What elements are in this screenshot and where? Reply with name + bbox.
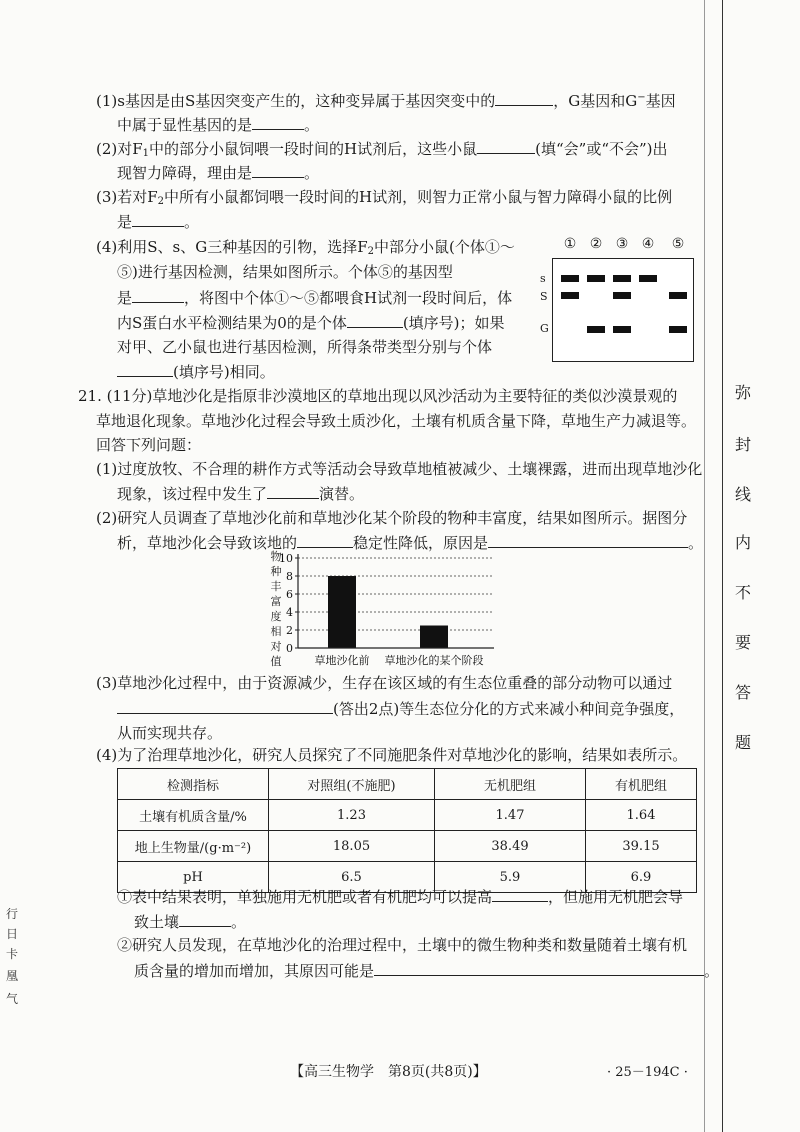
- left-edge-char: 行: [6, 907, 19, 921]
- answer-blank[interactable]: [132, 286, 184, 303]
- table-header-row: [118, 769, 697, 800]
- q20-part3-line1: (3)若对$F_2$中所有小鼠都饲喂一段时间的H试剂，则智力正常小鼠与智力障碍小鼠的比例: [96, 188, 673, 207]
- gel-band: [587, 326, 605, 333]
- y-axis-label-char: 度: [270, 610, 282, 623]
- y-axis-label-char: 种: [270, 565, 282, 578]
- q21-part2-line1: (2)研究人员调查了草地沙化前和草地沙化某个阶段的物种丰富度，结果如图所示。据图分: [96, 509, 688, 527]
- left-edge-char: 凰: [6, 969, 19, 983]
- q21-part3-line1: (3)草地沙化过程中，由于资源减少，生存在该区域的有生态位重叠的部分动物可以通过: [96, 674, 673, 692]
- page-footer: 【高三生物学 第8页(共8页)】: [290, 1064, 487, 1080]
- y-tick-label: 6: [286, 588, 293, 601]
- answer-blank[interactable]: [488, 531, 688, 548]
- left-edge-char: 气: [6, 992, 19, 1006]
- answer-blank[interactable]: [252, 161, 304, 178]
- seal-line-char: 线: [734, 485, 751, 504]
- gel-lane-label: ②: [589, 236, 603, 252]
- answer-blank[interactable]: [117, 697, 333, 714]
- q20-part4-line5: 对甲、乙小鼠也进行基因检测，所得条带类型分别与个体: [117, 338, 493, 356]
- seal-line-char: 答: [734, 683, 751, 702]
- q21-sub1-line2: 致土壤 。: [134, 910, 246, 933]
- q20-part4-line6: (填序号)相同。: [117, 360, 275, 383]
- q21-sub2-line2: 质含量的增加而增加，其原因可能是 。: [134, 959, 719, 982]
- q21-sub2-line1: ②研究人员发现，在草地沙化的治理过程中，土壤中的微生物种类和数量随着土壤有机: [117, 936, 688, 954]
- q20-part3-line2: 是 。: [117, 210, 199, 233]
- answer-blank[interactable]: [492, 885, 548, 902]
- gel-band: [613, 275, 631, 282]
- gel-band: [587, 275, 605, 282]
- answer-blank[interactable]: [252, 113, 304, 130]
- q20-part1-line1: (1)s基因是由S基因突变产生的，这种变异属于基因突变中的 ，G基因和G−基因: [96, 87, 676, 112]
- q21-part1-line2: 现象，该过程中发生了 演替。: [117, 482, 364, 505]
- y-tick-label: 2: [286, 624, 293, 637]
- q21-heading-line3: 回答下列问题：: [96, 436, 202, 454]
- bar: [328, 576, 356, 648]
- gel-lane-label: ①: [563, 236, 577, 252]
- table-cell: 6.5: [269, 862, 435, 893]
- q20-part2-line1: (2)对$F_1$中的部分小鼠饲喂一段时间的H试剂后，这些小鼠 (填“会”或“不会”)出: [96, 137, 668, 165]
- gel-row-label: s: [540, 272, 546, 285]
- y-axis-label-char: 相: [270, 625, 282, 638]
- answer-blank[interactable]: [347, 311, 403, 328]
- table-header-cell: 有机肥组: [586, 769, 697, 800]
- category-label: 草地沙化前: [314, 654, 370, 667]
- y-tick-label: 8: [286, 570, 293, 583]
- y-axis-label-char: 物: [270, 550, 282, 563]
- q21-part1-line1: (1)过度放牧、不合理的耕作方式等活动会导致草地植被减少、土壤裸露，进而出现草地沙化: [96, 460, 703, 478]
- table-header-cell: 对照组(不施肥): [269, 769, 435, 800]
- table-cell: 39.15: [586, 831, 697, 862]
- gel-band: [613, 326, 631, 333]
- gel-lane-label: ⑤: [671, 236, 685, 252]
- y-tick-label: 0: [286, 642, 293, 655]
- seal-line-char: 不: [734, 583, 751, 602]
- table-cell: 38.49: [435, 831, 586, 862]
- q20-part4-line4: 内S蛋白水平检测结果为0的是个体 (填序号)；如果: [117, 311, 505, 334]
- y-axis-label-char: 对: [270, 640, 282, 653]
- y-tick-label: 4: [286, 606, 293, 619]
- answer-blank[interactable]: [374, 959, 704, 976]
- q21-part4-line1: (4)为了治理草地沙化，研究人员探究了不同施肥条件对草地沙化的影响，结果如表所示。: [96, 746, 688, 764]
- seal-line-char: 题: [734, 733, 751, 752]
- y-axis-label-char: 丰: [270, 580, 282, 593]
- table-cell: 1.23: [269, 800, 435, 831]
- gel-row-label: S: [540, 290, 548, 303]
- answer-blank[interactable]: [297, 531, 353, 548]
- left-edge-char: 卡: [6, 947, 19, 961]
- q21-part3-line2: (答出2点)等生态位分化的方式来减小种间竞争强度，: [117, 697, 684, 720]
- gel-band: [669, 292, 687, 299]
- seal-line-char: 内: [734, 533, 751, 552]
- answer-blank[interactable]: [132, 210, 184, 227]
- q20-part2-line2: 现智力障碍，理由是 。: [117, 161, 319, 184]
- exam-code: · 25－194C ·: [607, 1065, 688, 1080]
- table-cell: 土壤有机质含量/%: [118, 800, 269, 831]
- category-label: 草地沙化的某个阶段: [384, 654, 484, 667]
- y-tick-label: 10: [279, 552, 293, 565]
- y-axis-label-char: 富: [270, 595, 282, 608]
- answer-blank[interactable]: [267, 482, 319, 499]
- species-richness-bar-chart: [262, 550, 522, 674]
- gel-lane-label: ④: [641, 236, 655, 252]
- fertilizer-results-table: [117, 768, 697, 893]
- table-header-cell: 检测指标: [118, 769, 269, 800]
- bar: [420, 626, 448, 649]
- table-header-cell: 无机肥组: [435, 769, 586, 800]
- seal-line-char: 弥: [734, 383, 751, 402]
- table-cell: 18.05: [269, 831, 435, 862]
- q21-sub1-line1: ①表中结果表明，单独施用无机肥或者有机肥均可以提高 ，但施用无机肥会导: [117, 885, 683, 908]
- table-cell: 1.47: [435, 800, 586, 831]
- q20-part4-line3: 是 ，将图中个体①～⑤都喂食H试剂一段时间后，体: [117, 286, 512, 309]
- seal-line-char: 封: [734, 435, 751, 454]
- table-cell: 5.9: [435, 862, 586, 893]
- table-row: [118, 831, 697, 862]
- answer-blank[interactable]: [495, 89, 553, 106]
- table-cell: 地上生物量/(g·m⁻²): [118, 831, 269, 862]
- gel-band: [639, 275, 657, 282]
- table-cell: 6.9: [586, 862, 697, 893]
- seal-line-char: 要: [734, 633, 751, 652]
- q21-heading-line2: 草地退化现象。草地沙化过程会导致土质沙化，土壤有机质含量下降，草地生产力减退等。: [96, 412, 697, 430]
- q20-part1-line2: 中属于显性基因的是 。: [117, 113, 319, 136]
- q20-part4-line2: ⑤)进行基因检测，结果如图所示。个体⑤的基因型: [117, 263, 453, 281]
- gel-band: [669, 326, 687, 333]
- y-axis-label-char: 值: [270, 655, 282, 668]
- gel-band: [561, 292, 579, 299]
- left-edge-char: 日: [6, 927, 19, 941]
- binding-line-inner: [704, 0, 705, 1132]
- gel-row-label: G: [540, 322, 549, 335]
- table-cell: 1.64: [586, 800, 697, 831]
- gel-lane-label: ③: [615, 236, 629, 252]
- gel-band: [613, 292, 631, 299]
- table-row: [118, 800, 697, 831]
- q21-part3-line3: 从而实现共存。: [117, 724, 223, 742]
- q21-heading-line1: 21. (11分)草地沙化是指原非沙漠地区的草地出现以风沙活动为主要特征的类似沙漠景观的: [78, 387, 678, 405]
- answer-blank[interactable]: [117, 360, 173, 377]
- answer-blank[interactable]: [477, 137, 535, 154]
- binding-line: [722, 0, 723, 1132]
- answer-blank[interactable]: [179, 910, 231, 927]
- gel-band: [561, 275, 579, 282]
- q20-part4-line1: (4)利用S、s、G三种基因的引物，选择$F_2$中部分小鼠(个体①～: [96, 238, 515, 257]
- electrophoresis-gel: [552, 258, 694, 362]
- q21-part2-line2: 析，草地沙化会导致该地的 稳定性降低，原因是 。: [117, 531, 703, 554]
- table-cell: pH: [118, 862, 269, 893]
